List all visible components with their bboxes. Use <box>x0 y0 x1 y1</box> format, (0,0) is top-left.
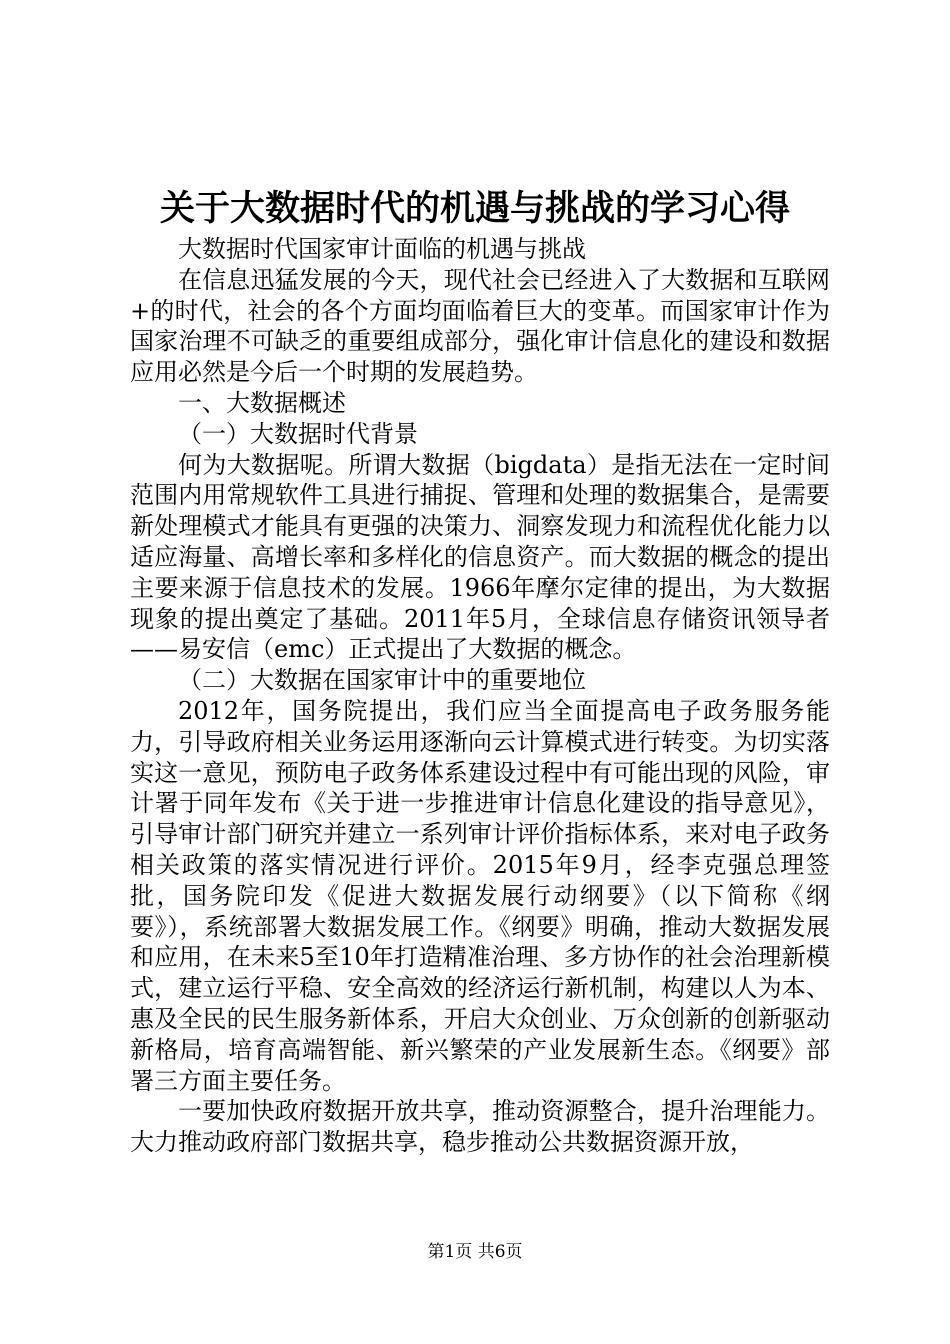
paragraph-subtitle: 大数据时代国家审计面临的机遇与挑战 <box>178 235 586 263</box>
paragraph-intro: 在信息迅猛发展的今天，现代社会已经进入了大数据和互联网+的时代，社会的各个方面均面临着巨大的变革。而国家审计作为国家治理不可缺乏的重要组成部分，强化审计信息化的建设和数据应用必然是今后一个时期的发展趋势。 <box>130 265 830 387</box>
paragraph-task-one: 一要加快政府数据开放共享，推动资源整合，提升治理能力。大力推动政府部门数据共享，稳步推动公共数据资源开放， <box>130 1097 830 1157</box>
heading-subsection-1: （一）大数据时代背景 <box>178 419 418 448</box>
paragraph-big-data-definition: 何为大数据呢。所谓大数据（bigdata）是指无法在一定时间范围内用常规软件工具进行捕捉、管理和处理的数据集合，是需要新处理模式才能具有更强的决策力、洞察发现力和流程优化能力以适应海量、高增长率和多样化的信息资产。而大数据的概念的提出主要来源于信息技术的发展。1966年摩尔定律的提出，为大数据现象的提出奠定了基础。2011年5月，全球信息存储资讯领导者——易安信（emc）正式提出了大数据的概念。 <box>130 450 830 664</box>
page-footer: 第1页 共6页 <box>427 1242 523 1262</box>
heading-section-1: 一、大数据概述 <box>178 388 346 417</box>
paragraph-audit-importance: 2012年，国务院提出，我们应当全面提高电子政务服务能力，引导政府相关业务运用逐渐向云计算模式进行转变。为切实落实这一意见，预防电子政务体系建设过程中有可能出现的风险，审计署于同年发布《关于进一步推进审计信息化建设的指导意见》，引导审计部门研究并建立一系列审计评价指标体系，来对电子政务相关政策的落实情况进行评价。2015年9月，经李克强总理签批，国务院印发《促进大数据发展行动纲要》（以下简称《纲要》），系统部署大数据发展工作。《纲要》明确，推动大数据发展和应用，在未来5至10年打造精准治理、多方协作的社会治理新模式，建立运行平稳、安全高效的经济运行新机制，构建以人为本、惠及全民的民生服务新体系，开启大众创业、万众创新的创新驱动新格局，培育高端智能、新兴繁荣的产业发展新生态。《纲要》部署三方面主要任务。 <box>130 696 830 1095</box>
heading-subsection-2: （二）大数据在国家审计中的重要地位 <box>178 666 586 695</box>
document-title: 关于大数据时代的机遇与挑战的学习心得 <box>159 188 790 229</box>
document-body <box>130 234 830 1158</box>
